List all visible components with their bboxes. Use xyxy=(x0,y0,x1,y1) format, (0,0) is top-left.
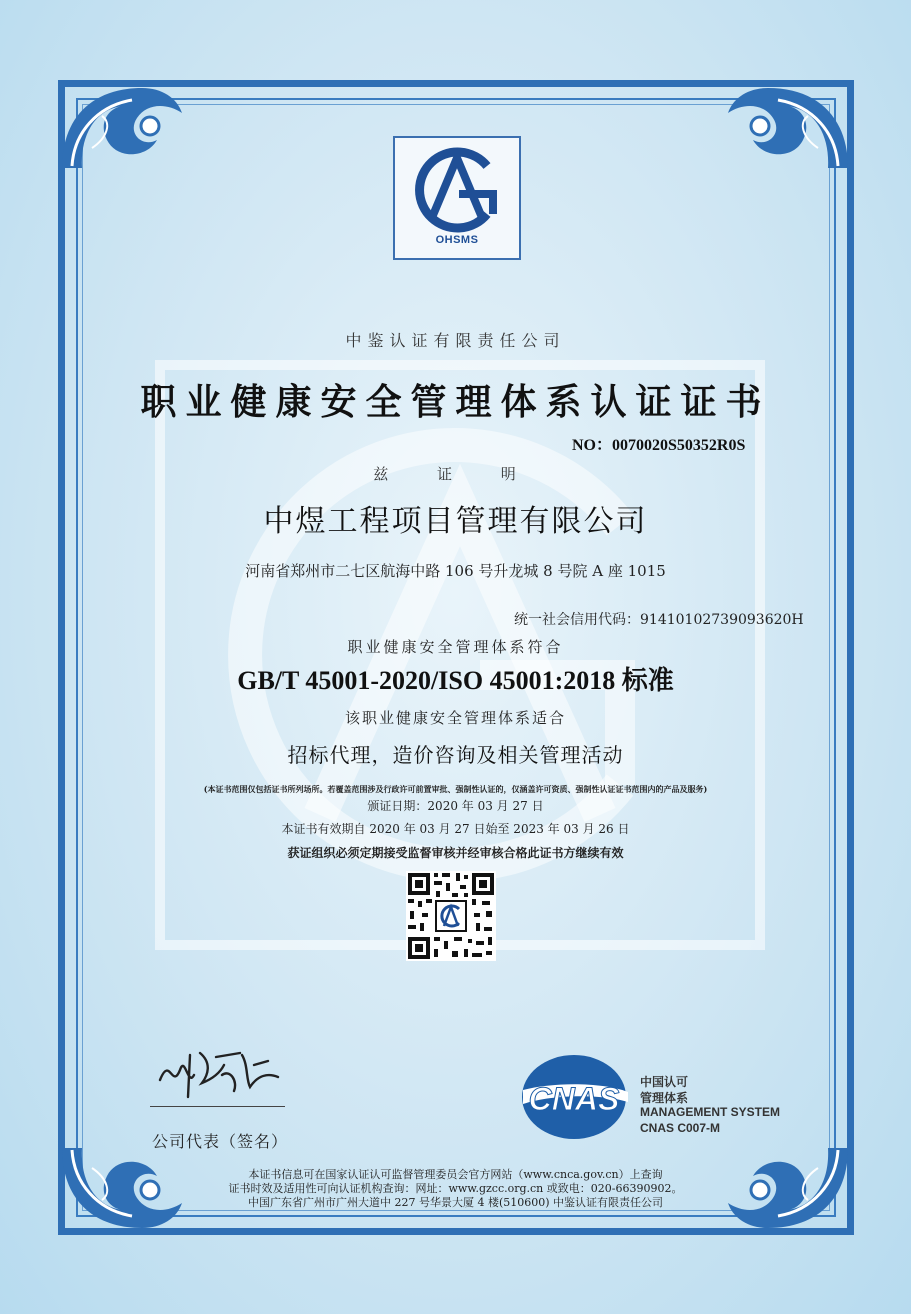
validity-condition: 获证组织必须定期接受监督审核并经审核合格此证书方继续有效 xyxy=(287,846,624,860)
signature-line xyxy=(150,1106,285,1107)
hereby-text: 兹 证 明 xyxy=(373,465,538,483)
standard-name: GB/T 45001-2020/ISO 45001:2018 标准 xyxy=(237,666,674,695)
scope-intro: 该职业健康安全管理体系适合 xyxy=(344,709,566,727)
cnas-line-1: 中国认可 xyxy=(640,1075,689,1089)
cnas-line-4: CNAS C007-M xyxy=(640,1121,721,1135)
certificate-title: 职业健康安全管理体系认证证书 xyxy=(140,381,771,423)
company-address: 河南省郑州市二七区航海中路 106 号升龙城 8 号院 A 座 1015 xyxy=(245,562,666,580)
corner-ornament-icon xyxy=(718,78,858,178)
company-name: 中煜工程项目管理有限公司 xyxy=(263,504,648,539)
ohsms-emblem-icon xyxy=(401,144,513,234)
cnas-logo-text: CNAS xyxy=(528,1081,620,1117)
footer-line-3: 中国广东省广州市广州大道中 227 号华景大厦 4 楼(510600) 中鉴认证有限责任公司 xyxy=(247,1196,664,1209)
issuer-name: 中鉴认证有限责任公司 xyxy=(345,331,566,350)
logo-label: OHSMS xyxy=(435,234,479,246)
footer-line-2: 证书时效及适用性可向认证机构查询：网址：www.gzcc.org.cn 或致电：020-66390902。 xyxy=(228,1182,683,1195)
credit-code: 统一社会信用代码：91410102739093620H xyxy=(514,612,804,628)
cnas-line-2: 管理体系 xyxy=(640,1091,689,1105)
qr-code[interactable] xyxy=(406,871,496,961)
certification-scope: 招标代理，造价咨询及相关管理活动 xyxy=(287,743,624,767)
issue-date: 颁证日期：2020 年 03 月 27 日 xyxy=(367,799,544,813)
scope-note: (本证书范围仅包括证书所列场所。若覆盖范围涉及行政许可前置审批、强制性认证的，仅涵盖许可资质、强制性认证证书范围内的产品及服务) xyxy=(203,784,708,794)
cnas-logo xyxy=(513,1052,635,1142)
conformity-text: 职业健康安全管理体系符合 xyxy=(347,638,564,656)
corner-ornament-icon xyxy=(52,78,192,178)
ohsms-logo xyxy=(393,136,521,260)
signature-image xyxy=(150,1035,290,1105)
certificate-number: NO：0070020S50352R0S xyxy=(572,437,746,454)
validity-period: 本证书有效期自 2020 年 03 月 27 日始至 2023 年 03 月 26 日 xyxy=(281,822,630,836)
footer-line-1: 本证书信息可在国家认证认可监督管理委员会官方网站（www.cnca.gov.cn）上查询 xyxy=(248,1168,663,1181)
cnas-line-3: MANAGEMENT SYSTEM xyxy=(640,1105,781,1119)
representative-label: 公司代表（签名） xyxy=(152,1132,289,1151)
